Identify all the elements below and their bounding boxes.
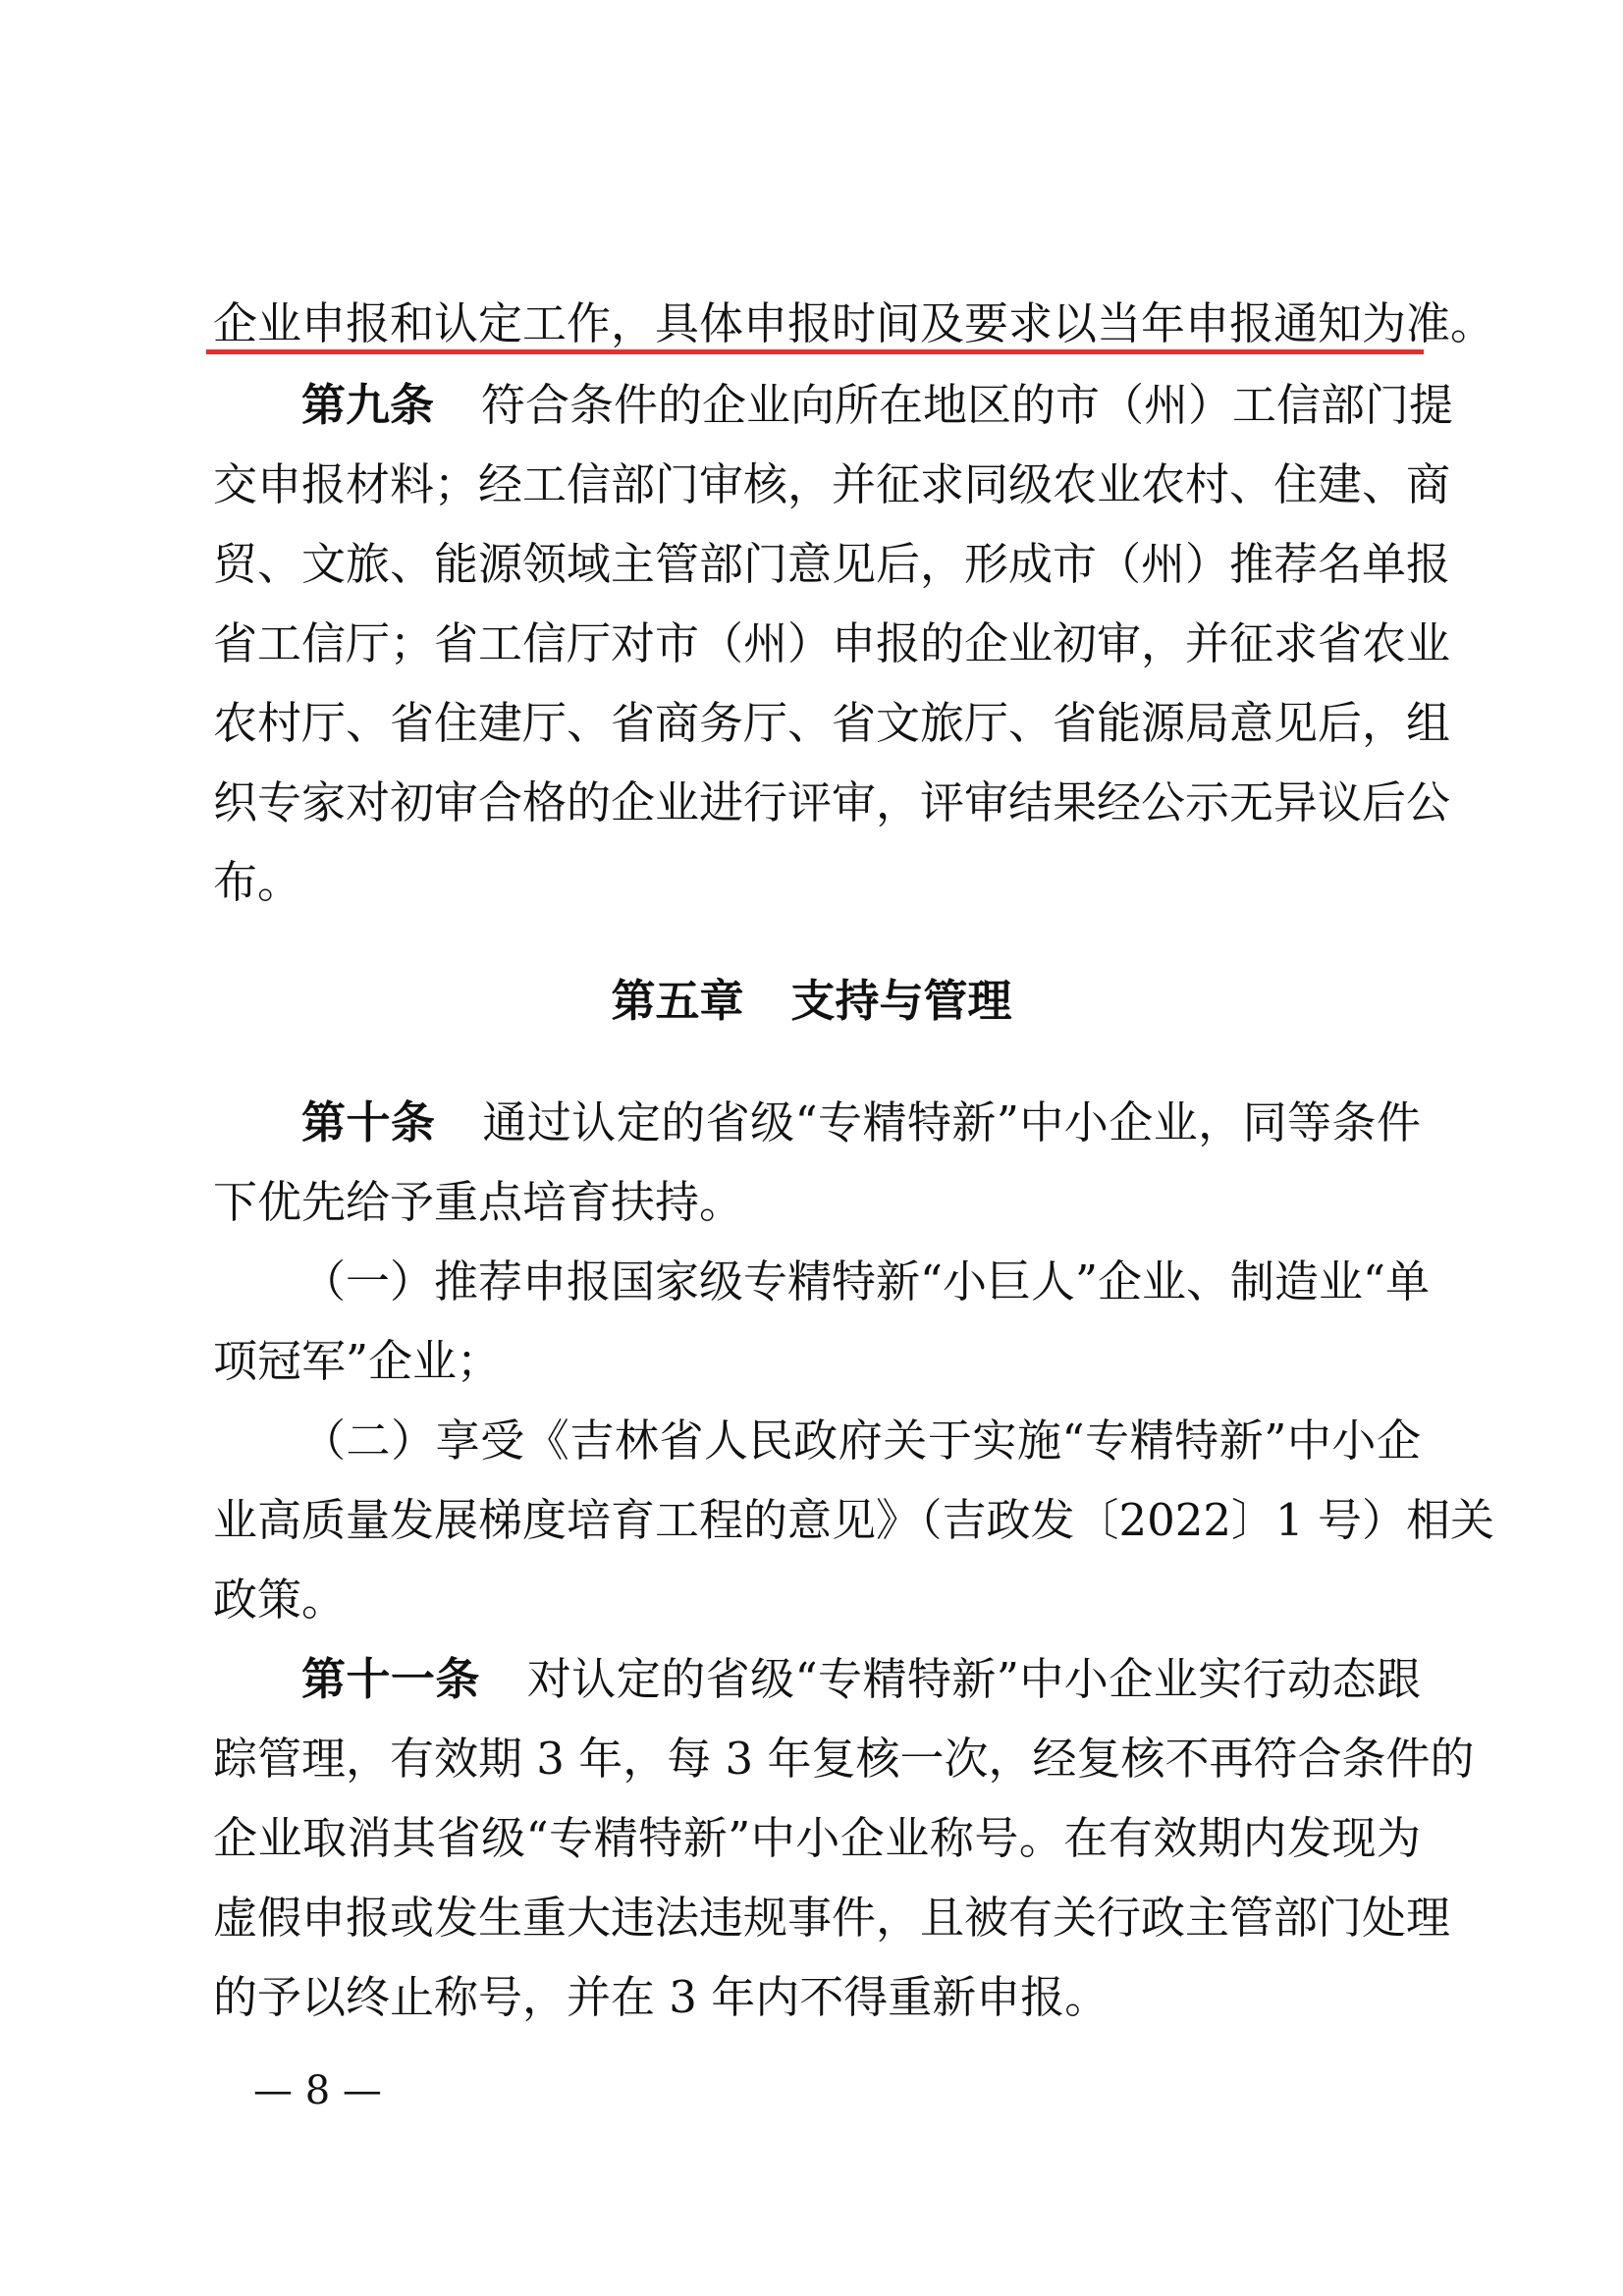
article-10-first-line: [301, 1095, 1421, 1150]
article-9-label: 第九条: [301, 379, 435, 431]
paragraph-line: 踪管理，有效期 3 年，每 3 年复核一次，经复核不再符合条件的: [213, 1733, 1475, 1785]
paragraph-line: 业高质量发展梯度培育工程的意见》（吉政发〔2022〕1 号）相关: [213, 1494, 1494, 1546]
paragraph-line: 下优先给予重点培育扶持。: [213, 1176, 744, 1228]
paragraph-line: 政策。: [213, 1574, 347, 1626]
continued-text: 企业申报和认定工作，具体申报时间及要求以当年申报通知为准。: [213, 297, 1495, 349]
chapter-number: 第五章: [611, 975, 744, 1027]
list-item-2: （二）享受《吉林省人民政府关于实施“专精特新”中小企: [301, 1415, 1421, 1467]
article-11-first-line: [301, 1652, 1421, 1707]
red-underline-rule: [206, 349, 1424, 354]
paragraph-line: 交申报材料；经工信部门审核，并征求同级农业农村、住建、商: [213, 458, 1451, 510]
article-10-text: 通过认定的省级“专精特新”中小企业，同等条件: [482, 1096, 1421, 1148]
paragraph-line: 省工信厅；省工信厅对市（州）申报的企业初审，并征求省农业: [213, 617, 1451, 669]
paragraph-line: 布。: [213, 856, 302, 908]
article-10-label: 第十条: [301, 1096, 436, 1148]
list-item-1: （一）推荐申报国家级专精特新“小巨人”企业、制造业“单: [301, 1255, 1431, 1308]
article-9-text: 符合条件的企业向所在地区的市（州）工信部门提: [481, 379, 1454, 431]
paragraph-line: 织专家对初审合格的企业进行评审，评审结果经公示无异议后公: [213, 776, 1451, 828]
article-9-first-line: [301, 378, 1454, 433]
chapter-heading: [0, 974, 1623, 1029]
article-11-label: 第十一条: [301, 1653, 480, 1705]
paragraph-line: 企业取消其省级“专精特新”中小企业称号。在有效期内发现为: [213, 1812, 1421, 1864]
paragraph-line: 贸、文旅、能源领域主管部门意见后，形成市（州）推荐名单报: [213, 538, 1451, 590]
paragraph-line: 农村厅、省住建厅、省商务厅、省文旅厅、省能源局意见后，组: [213, 697, 1451, 749]
article-11-text: 对认定的省级“专精特新”中小企业实行动态跟: [526, 1653, 1421, 1705]
paragraph-line: 虚假申报或发生重大违法违规事件，且被有关行政主管部门处理: [213, 1892, 1451, 1944]
chapter-title: 支持与管理: [790, 975, 1012, 1027]
page-number: — 8 —: [253, 2068, 382, 2113]
paragraph-line: 项冠军”企业；: [213, 1335, 502, 1387]
paragraph-line: [213, 296, 1495, 351]
paragraph-line: 的予以终止称号，并在 3 年内不得重新申报。: [213, 1971, 1109, 2023]
